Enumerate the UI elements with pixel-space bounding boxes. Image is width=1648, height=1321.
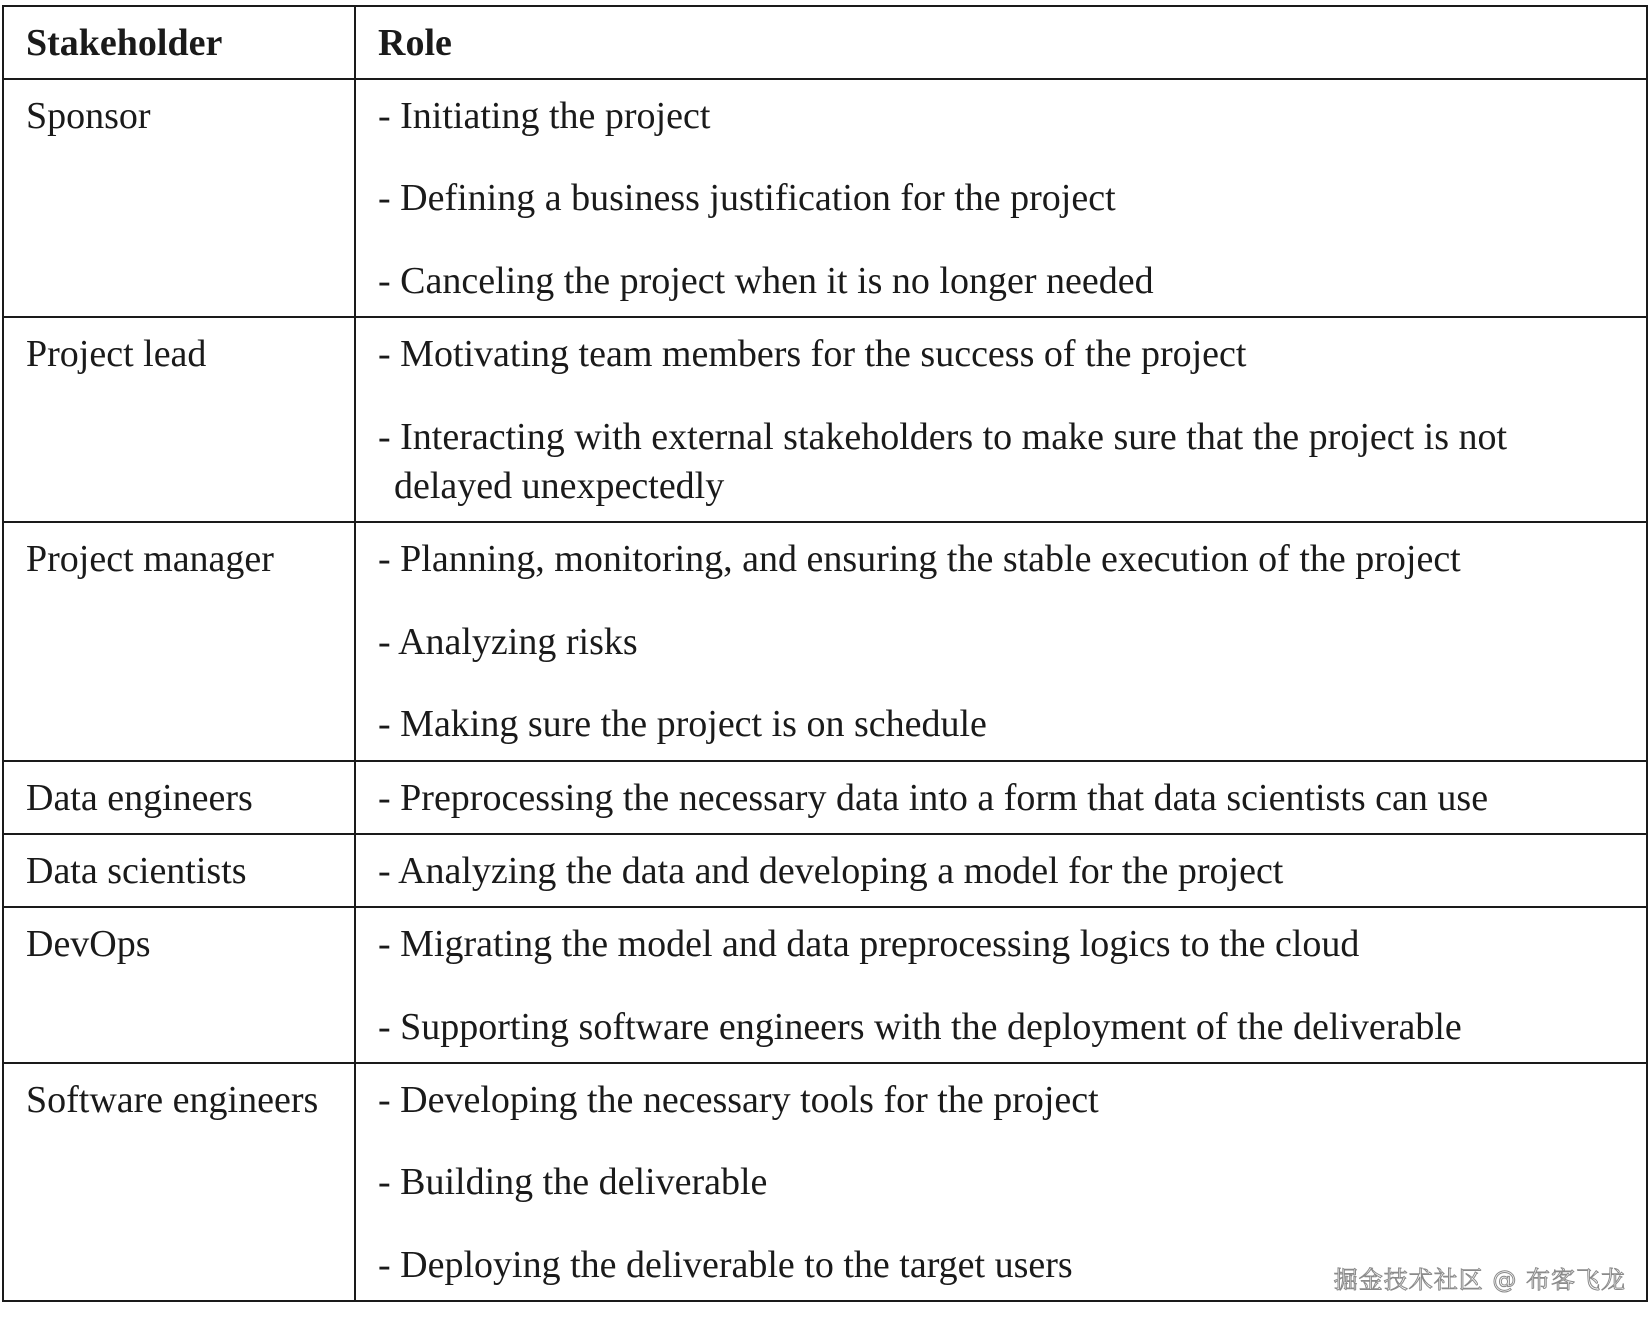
role-item: - Migrating the model and data preprocessing logics to the cloud xyxy=(378,920,1634,969)
role-cell xyxy=(355,317,1647,522)
role-item: - Motivating team members for the success of the project xyxy=(378,330,1634,379)
role-item: - Interacting with external stakeholders to make sure that the project is not delayed unexpectedly xyxy=(378,413,1634,512)
role-cell xyxy=(355,834,1647,907)
table-body xyxy=(3,79,1647,1301)
role-cell xyxy=(355,522,1647,760)
stakeholder-cell: Sponsor xyxy=(3,79,355,317)
table-row xyxy=(3,761,1647,834)
role-item: - Building the deliverable xyxy=(378,1158,1634,1207)
stakeholder-cell: Project manager xyxy=(3,522,355,760)
role-item: - Preprocessing the necessary data into a form that data scientists can use xyxy=(378,774,1634,823)
role-item: - Analyzing the data and developing a model for the project xyxy=(378,847,1634,896)
role-cell xyxy=(355,907,1647,1063)
table-row xyxy=(3,834,1647,907)
stakeholder-cell: Data engineers xyxy=(3,761,355,834)
table-row xyxy=(3,79,1647,317)
role-item: - Developing the necessary tools for the project xyxy=(378,1076,1634,1125)
watermark: 掘金技术社区 @ 布客飞龙 xyxy=(1333,1266,1626,1294)
role-item: - Defining a business justification for the project xyxy=(378,174,1634,223)
table-row xyxy=(3,907,1647,1063)
stakeholder-cell: Software engineers xyxy=(3,1063,355,1301)
stakeholder-cell: Project lead xyxy=(3,317,355,522)
table-row xyxy=(3,317,1647,522)
role-item: - Initiating the project xyxy=(378,92,1634,141)
header-stakeholder: Stakeholder xyxy=(3,6,355,79)
table-row xyxy=(3,522,1647,760)
role-item: - Making sure the project is on schedule xyxy=(378,700,1634,749)
role-item: - Supporting software engineers with the deployment of the deliverable xyxy=(378,1003,1634,1052)
role-item: - Canceling the project when it is no longer needed xyxy=(378,257,1634,306)
role-cell xyxy=(355,761,1647,834)
header-role: Role xyxy=(355,6,1647,79)
table-header-row xyxy=(3,6,1647,79)
role-cell xyxy=(355,79,1647,317)
role-item: - Planning, monitoring, and ensuring the stable execution of the project xyxy=(378,535,1634,584)
role-item: - Analyzing risks xyxy=(378,618,1634,667)
stakeholder-cell: DevOps xyxy=(3,907,355,1063)
role-item: - Deploying the deliverable to the target users xyxy=(378,1241,1634,1290)
stakeholder-role-table xyxy=(2,5,1648,1302)
stakeholder-cell: Data scientists xyxy=(3,834,355,907)
